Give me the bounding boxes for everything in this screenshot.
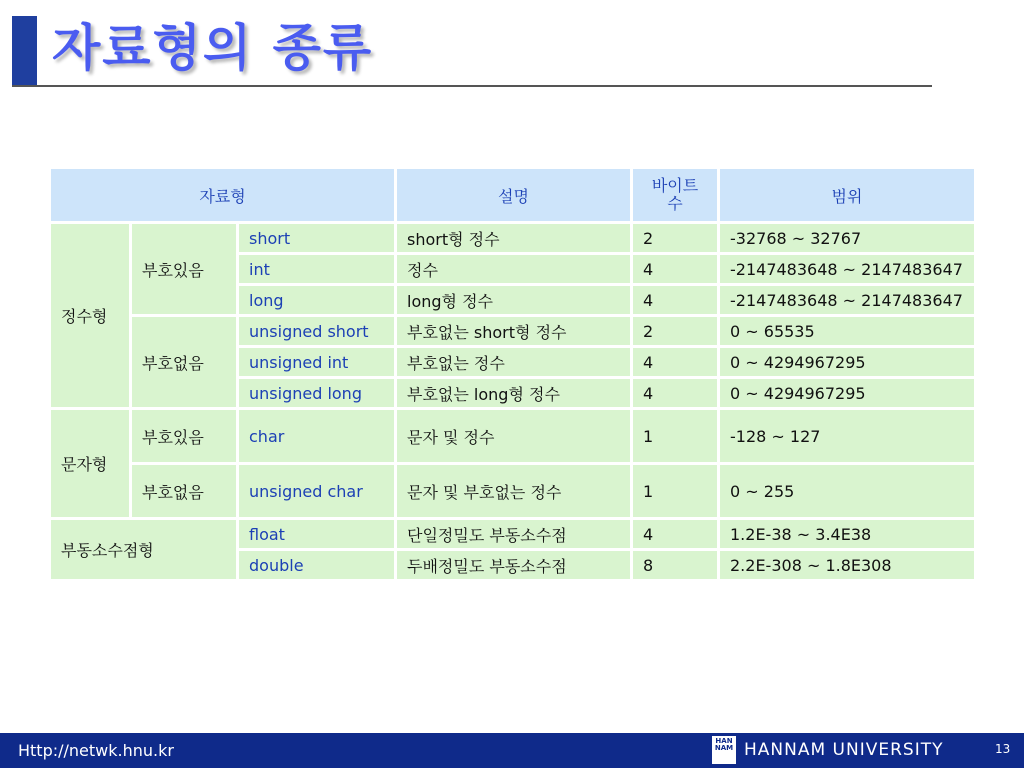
header-range: 범위 — [720, 169, 974, 221]
table-row — [51, 520, 974, 548]
cell-type: double — [239, 551, 394, 579]
cell-range: 0 ~ 4294967295 — [720, 379, 974, 407]
footer-university-name: HANNAM UNIVERSITY — [744, 740, 944, 760]
cell-type: long — [239, 286, 394, 314]
cell-desc: 문자 및 정수 — [397, 410, 630, 462]
cell-range: 0 ~ 65535 — [720, 317, 974, 345]
cell-bytes: 4 — [633, 348, 717, 376]
subgroup-unsigned: 부호없음 — [132, 317, 236, 407]
cell-desc: 부호없는 short형 정수 — [397, 317, 630, 345]
cell-bytes: 1 — [633, 465, 717, 517]
cell-desc: 정수 — [397, 255, 630, 283]
cell-type: unsigned char — [239, 465, 394, 517]
title-accent-bar — [12, 16, 37, 86]
cell-desc: long형 정수 — [397, 286, 630, 314]
subgroup-signed: 부호있음 — [132, 410, 236, 462]
table-header-row — [51, 169, 974, 221]
cell-bytes: 4 — [633, 255, 717, 283]
cell-range: -2147483648 ~ 2147483647 — [720, 255, 974, 283]
header-type: 자료형 — [51, 169, 394, 221]
cell-desc: 부호없는 long형 정수 — [397, 379, 630, 407]
cell-type: unsigned short — [239, 317, 394, 345]
slide-title: 자료형의 종류 — [52, 19, 374, 77]
table-row — [51, 317, 974, 345]
table-row — [51, 465, 974, 517]
cell-type: char — [239, 410, 394, 462]
cell-type: short — [239, 224, 394, 252]
cell-type: unsigned int — [239, 348, 394, 376]
cell-bytes: 8 — [633, 551, 717, 579]
cell-bytes: 4 — [633, 286, 717, 314]
cell-bytes: 4 — [633, 520, 717, 548]
cell-desc: 문자 및 부호없는 정수 — [397, 465, 630, 517]
cell-range: -2147483648 ~ 2147483647 — [720, 286, 974, 314]
cell-range: 1.2E-38 ~ 3.4E38 — [720, 520, 974, 548]
table-row — [51, 224, 974, 252]
cell-range: 0 ~ 4294967295 — [720, 348, 974, 376]
footer-url: Http://netwk.hnu.kr — [18, 741, 174, 760]
title-divider — [12, 85, 932, 87]
cell-range: -128 ~ 127 — [720, 410, 974, 462]
cell-type: float — [239, 520, 394, 548]
table-row — [51, 410, 974, 462]
subgroup-unsigned: 부호없음 — [132, 465, 236, 517]
data-type-table — [48, 166, 977, 582]
cell-desc: 단일정밀도 부동소수점 — [397, 520, 630, 548]
header-bytes: 바이트 수 — [633, 169, 717, 221]
cell-range: 2.2E-308 ~ 1.8E308 — [720, 551, 974, 579]
group-char: 문자형 — [51, 410, 129, 517]
cell-bytes: 2 — [633, 224, 717, 252]
header-description: 설명 — [397, 169, 630, 221]
subgroup-signed: 부호있음 — [132, 224, 236, 314]
university-logo-icon: HAN NAM — [712, 736, 736, 764]
cell-bytes: 2 — [633, 317, 717, 345]
cell-bytes: 1 — [633, 410, 717, 462]
cell-desc: 두배정밀도 부동소수점 — [397, 551, 630, 579]
cell-type: int — [239, 255, 394, 283]
group-float: 부동소수점형 — [51, 520, 236, 579]
group-integer: 정수형 — [51, 224, 129, 407]
cell-range: 0 ~ 255 — [720, 465, 974, 517]
cell-desc: short형 정수 — [397, 224, 630, 252]
cell-bytes: 4 — [633, 379, 717, 407]
cell-desc: 부호없는 정수 — [397, 348, 630, 376]
cell-type: unsigned long — [239, 379, 394, 407]
cell-range: -32768 ~ 32767 — [720, 224, 974, 252]
page-number: 13 — [995, 742, 1011, 756]
